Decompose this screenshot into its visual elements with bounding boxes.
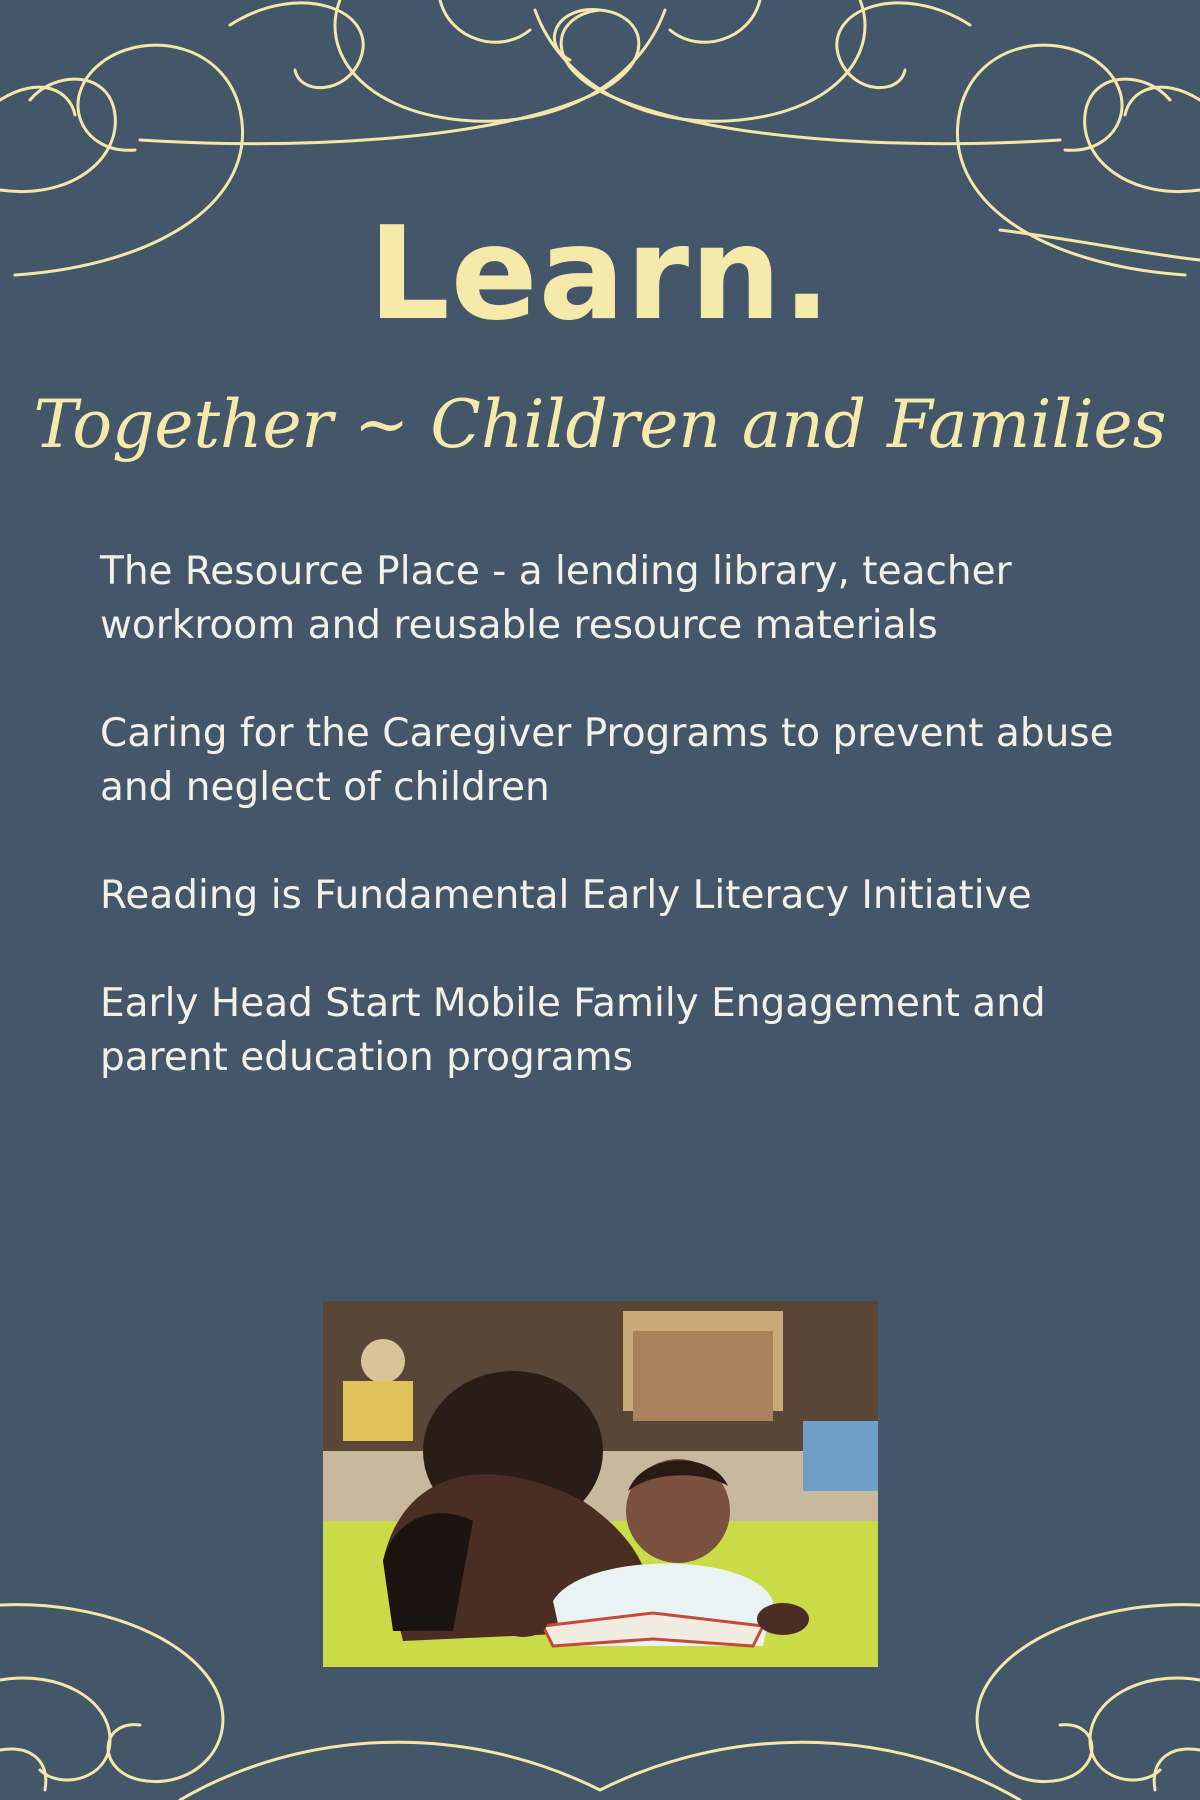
program-item-resource-place: The Resource Place - a lending library, teacher workroom and reusable resource materials bbox=[100, 549, 1012, 648]
program-list bbox=[100, 545, 1120, 1139]
photo-illustration bbox=[323, 1301, 878, 1667]
program-item-caregiver: Caring for the Caregiver Programs to prevent abuse and neglect of children bbox=[100, 711, 1114, 810]
poster-title: Learn. bbox=[368, 200, 832, 349]
program-item-early-head-start: Early Head Start Mobile Family Engagement and parent education programs bbox=[100, 981, 1046, 1080]
poster-subtitle: Together ~ Children and Families bbox=[33, 386, 1167, 463]
photo-parent-reading-to-baby bbox=[323, 1301, 878, 1667]
program-item-reading: Reading is Fundamental Early Literacy Initiative bbox=[100, 873, 1032, 918]
